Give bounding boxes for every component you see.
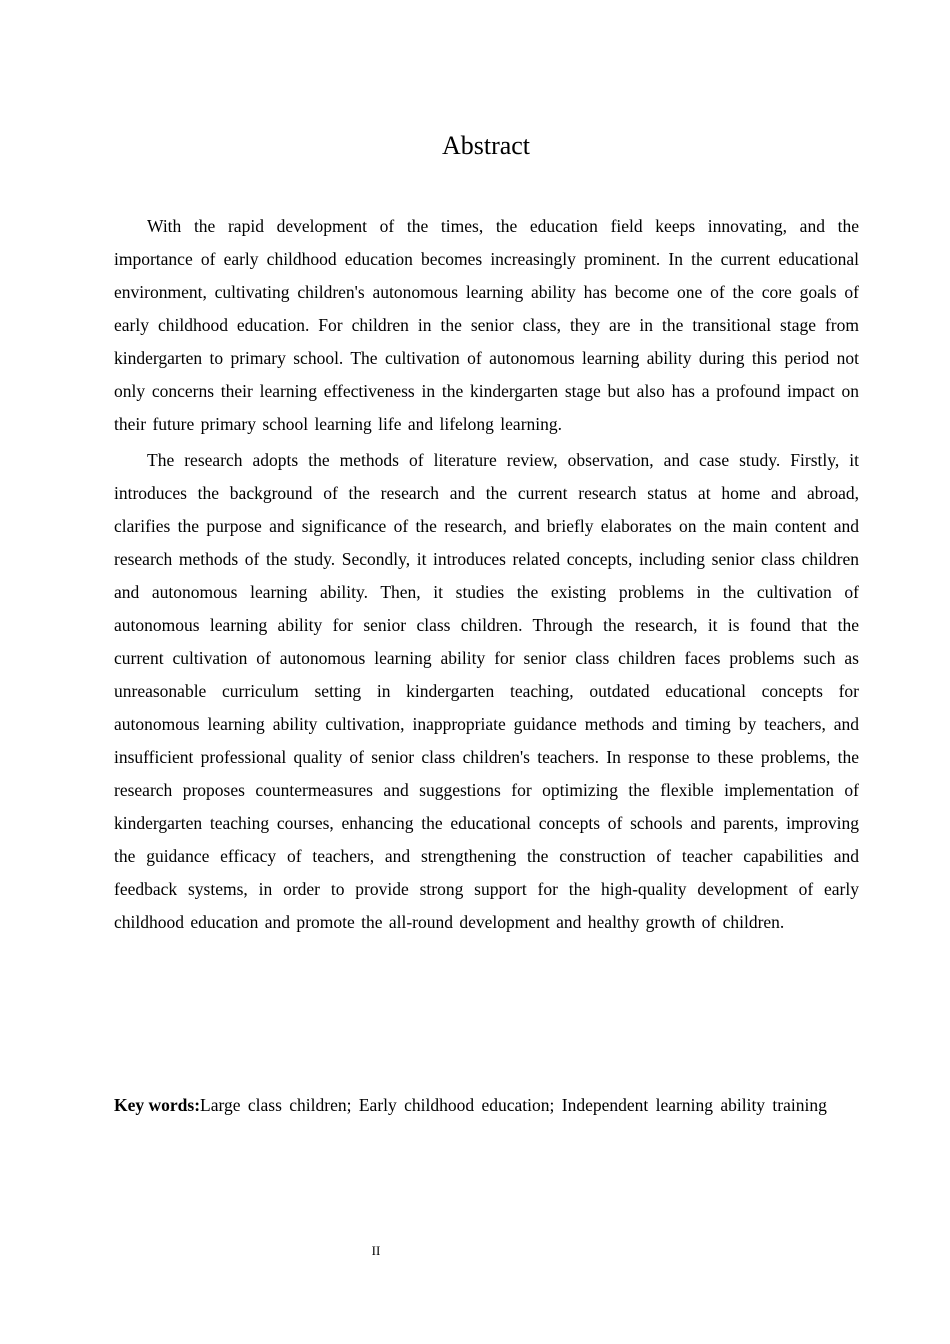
abstract-paragraph-1: With the rapid development of the times, the education field keeps innovating, and the importance of early childhood education becomes increasingly prominent. In the current educational environment, cultivating children's autonomous learning ability has become one of the core goals of early childhood education. For children in the senior class, they are in the transitional stage from kindergarten to primary school. The cultivation of autonomous learning ability during this period not only concerns their learning effectiveness in the kindergarten stage but also has a profound impact on their future primary school learning life and lifelong learning. [114, 216, 859, 434]
abstract-body [114, 210, 859, 942]
keywords-text: Large class children; Early childhood education; Independent learning ability training [200, 1095, 827, 1115]
page-number: II [371, 1243, 381, 1258]
abstract-paragraph-2: The research adopts the methods of literature review, observation, and case study. Firstly, it introduces the background of the research and the current research status at home and abroad, clarifies the purpose and significance of the research, and briefly elaborates on the main content and research methods of the study. Secondly, it introduces related concepts, including senior class children and autonomous learning ability. Then, it studies the existing problems in the cultivation of autonomous learning ability for senior class children. Through the research, it is found that the current cultivation of autonomous learning ability for senior class children faces problems such as unreasonable curriculum setting in kindergarten teaching, outdated educational concepts for autonomous learning ability cultivation, inappropriate guidance methods and timing by teachers, and insufficient professional quality of senior class children's teachers. In response to these problems, the research proposes countermeasures and suggestions for optimizing the flexible implementation of kindergarten teaching courses, enhancing the educational concepts of schools and parents, improving the guidance efficacy of teachers, and strengthening the construction of teacher capabilities and feedback systems, in order to provide strong support for the high-quality development of early childhood education and promote the all-round development and healthy growth of children. [114, 450, 859, 932]
keywords-section [114, 1088, 844, 1122]
abstract-title: Abstract [441, 131, 531, 160]
keywords-label: Key words: [114, 1095, 201, 1115]
